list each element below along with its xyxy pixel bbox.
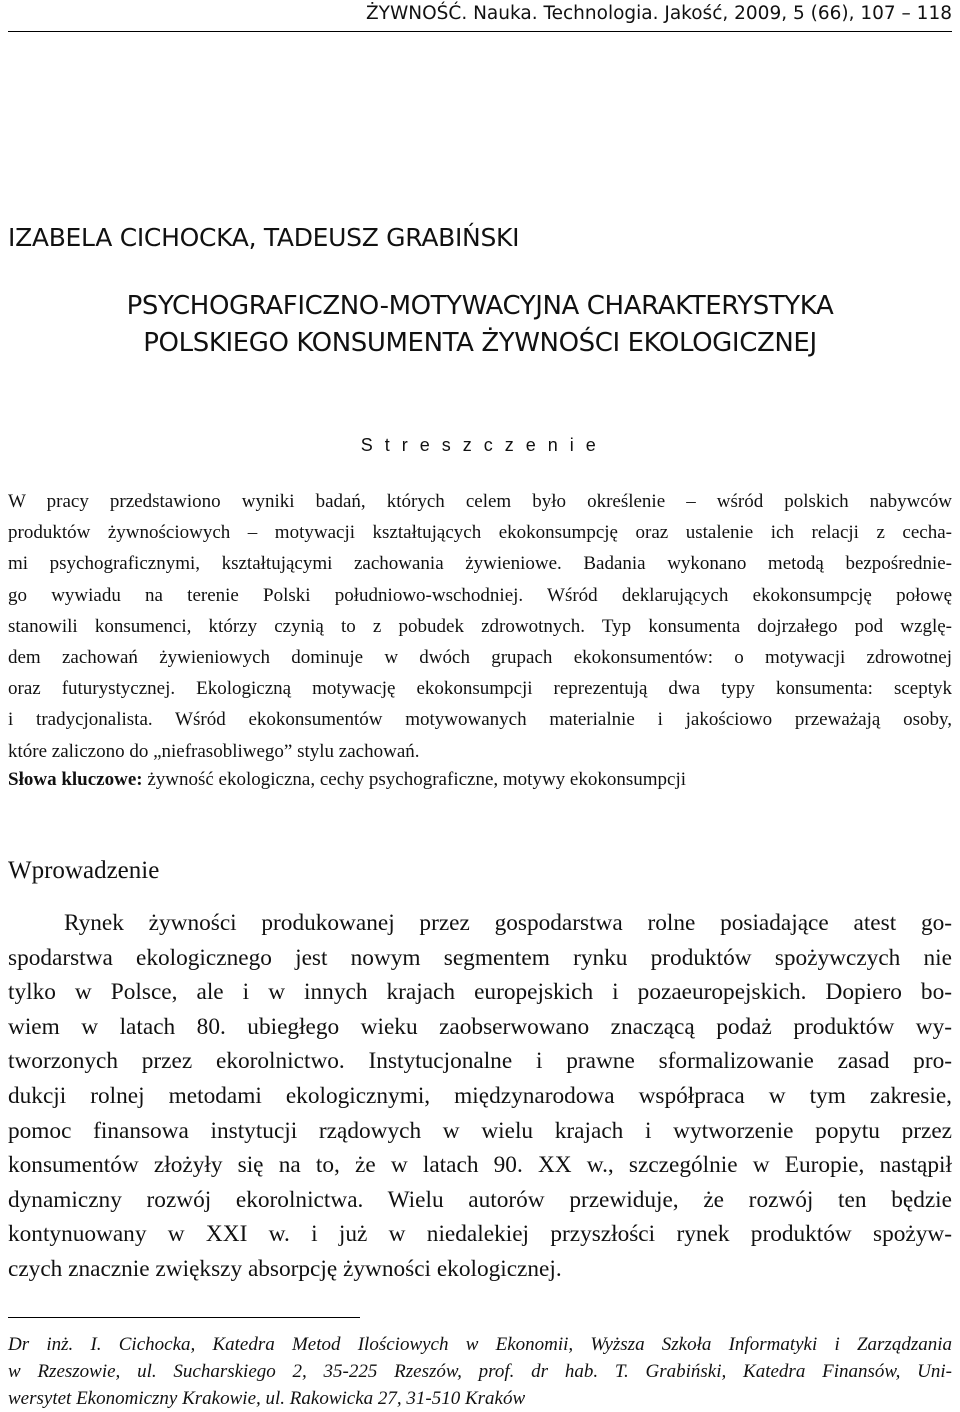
abstract-line: stanowili konsumenci, którzy czynią to z pobudek zdrowotnych. Typ konsumenta dojrzałego pod wzglę- xyxy=(8,615,952,637)
intro-line: tworzonych przez ekorolnictwo. Instytucjonalne i prawne sformalizowanie zasad pro- xyxy=(8,1048,952,1075)
title-line: PSYCHOGRAFICZNO-MOTYWACYJNA CHARAKTERYSTYKA xyxy=(126,291,834,321)
keywords-label: Słowa kluczowe: xyxy=(8,769,143,790)
intro-line: wiem w latach 80. ubiegłego wieku zaobserwowano znaczącą podaż produktów wy- xyxy=(8,1013,952,1040)
footnote-divider xyxy=(8,1317,360,1318)
section-heading-introduction: Wprowadzenie xyxy=(8,857,160,884)
abstract-line: które zaliczono do „niefrasobliwego” stylu zachowań. xyxy=(8,740,420,762)
introduction-body xyxy=(8,906,952,1287)
abstract-line: W pracy przedstawiono wyniki badań, których celem było określenie – wśród polskich nabywców xyxy=(8,491,952,512)
keywords xyxy=(8,769,952,791)
footnote-line: wersytet Ekonomiczny Krakowie, ul. Rakowicka 27, 31-510 Kraków xyxy=(8,1388,526,1409)
intro-line: tylko w Polsce, ale i w innych krajach europejskich i pozaeuropejskich. Dopiero bo- xyxy=(8,979,952,1006)
abstract-line: produktów żywnościowych – motywacji kształtujących ekokonsumpcję oraz ustalenie ich relacji z cecha- xyxy=(8,522,952,544)
abstract-line: i tradycjonalista. Wśród ekokonsumentów motywowanych materialnie i jakościowo przeważają osoby, xyxy=(8,709,952,731)
abstract-line: mi psychograficznymi, kształtującymi zachowania żywieniowe. Badania wykonano metodą bezpośrednie- xyxy=(8,553,952,575)
abstract-line: oraz futurystycznej. Ekologiczną motywację ekokonsumpcji reprezentują dwa typy konsumenta: sceptyk xyxy=(8,678,952,700)
abstract-heading: S t r e s z c z e n i e xyxy=(360,435,600,455)
abstract-line: dem zachowań żywieniowych dominuje w dwóch grupach ekokonsumentów: o motywacji zdrowotnej xyxy=(8,647,952,669)
journal-header: ŻYWNOŚĆ. Nauka. Technologia. Jakość, 2009, 5 (66), 107 – 118 xyxy=(8,3,952,32)
footnote-line: w Rzeszowie, ul. Sucharskiego 2, 35-225 Rzeszów, prof. dr hab. T. Grabiński, Katedra Finansów, Uni- xyxy=(8,1361,952,1382)
title-line: POLSKIEGO KONSUMENTA ŻYWNOŚCI EKOLOGICZNEJ xyxy=(143,328,817,358)
intro-line: kontynuowany w XXI w. i już w niedalekiej przyszłości rynek produktów spożyw- xyxy=(8,1221,952,1248)
keywords-text: żywność ekologiczna, cechy psychograficzne, motywy ekokonsumpcji xyxy=(142,769,687,790)
intro-line: dukcji rolnej metodami ekologicznymi, międzynarodowa współpraca w tym zakresie, xyxy=(8,1082,952,1109)
intro-line: spodarstwa ekologicznego jest nowym segmentem rynku produktów spożywczych nie xyxy=(8,944,952,971)
author-affiliation-footnote xyxy=(8,1331,952,1412)
footnote-line: Dr inż. I. Cichocka, Katedra Metod Ilościowych w Ekonomii, Wyższa Szkoła Informatyki i Zarządzania xyxy=(8,1334,952,1355)
authors: IZABELA CICHOCKA, TADEUSZ GRABIŃSKI xyxy=(8,223,520,252)
abstract-line: go wywiadu na terenie Polski południowo-wschodniej. Wśród deklarujących ekokonsumpcję połowę xyxy=(8,584,952,606)
abstract-body xyxy=(8,486,952,767)
intro-line: konsumentów złożyły się na to, że w latach 90. XX w., szczególnie w Europie, nastąpił xyxy=(8,1152,952,1179)
intro-line: pomoc finansowa instytucji rządowych w wielu krajach i wytworzenie popytu przez xyxy=(8,1117,952,1144)
intro-line: czych znacznie zwiększy absorpcję żywności ekologicznej. xyxy=(8,1255,562,1282)
article-title xyxy=(8,288,952,362)
intro-line: dynamiczny rozwój ekorolnictwa. Wielu autorów przewiduje, że rozwój ten będzie xyxy=(8,1186,952,1213)
intro-line: Rynek żywności produkowanej przez gospodarstwa rolne posiadające atest go- xyxy=(64,910,952,936)
